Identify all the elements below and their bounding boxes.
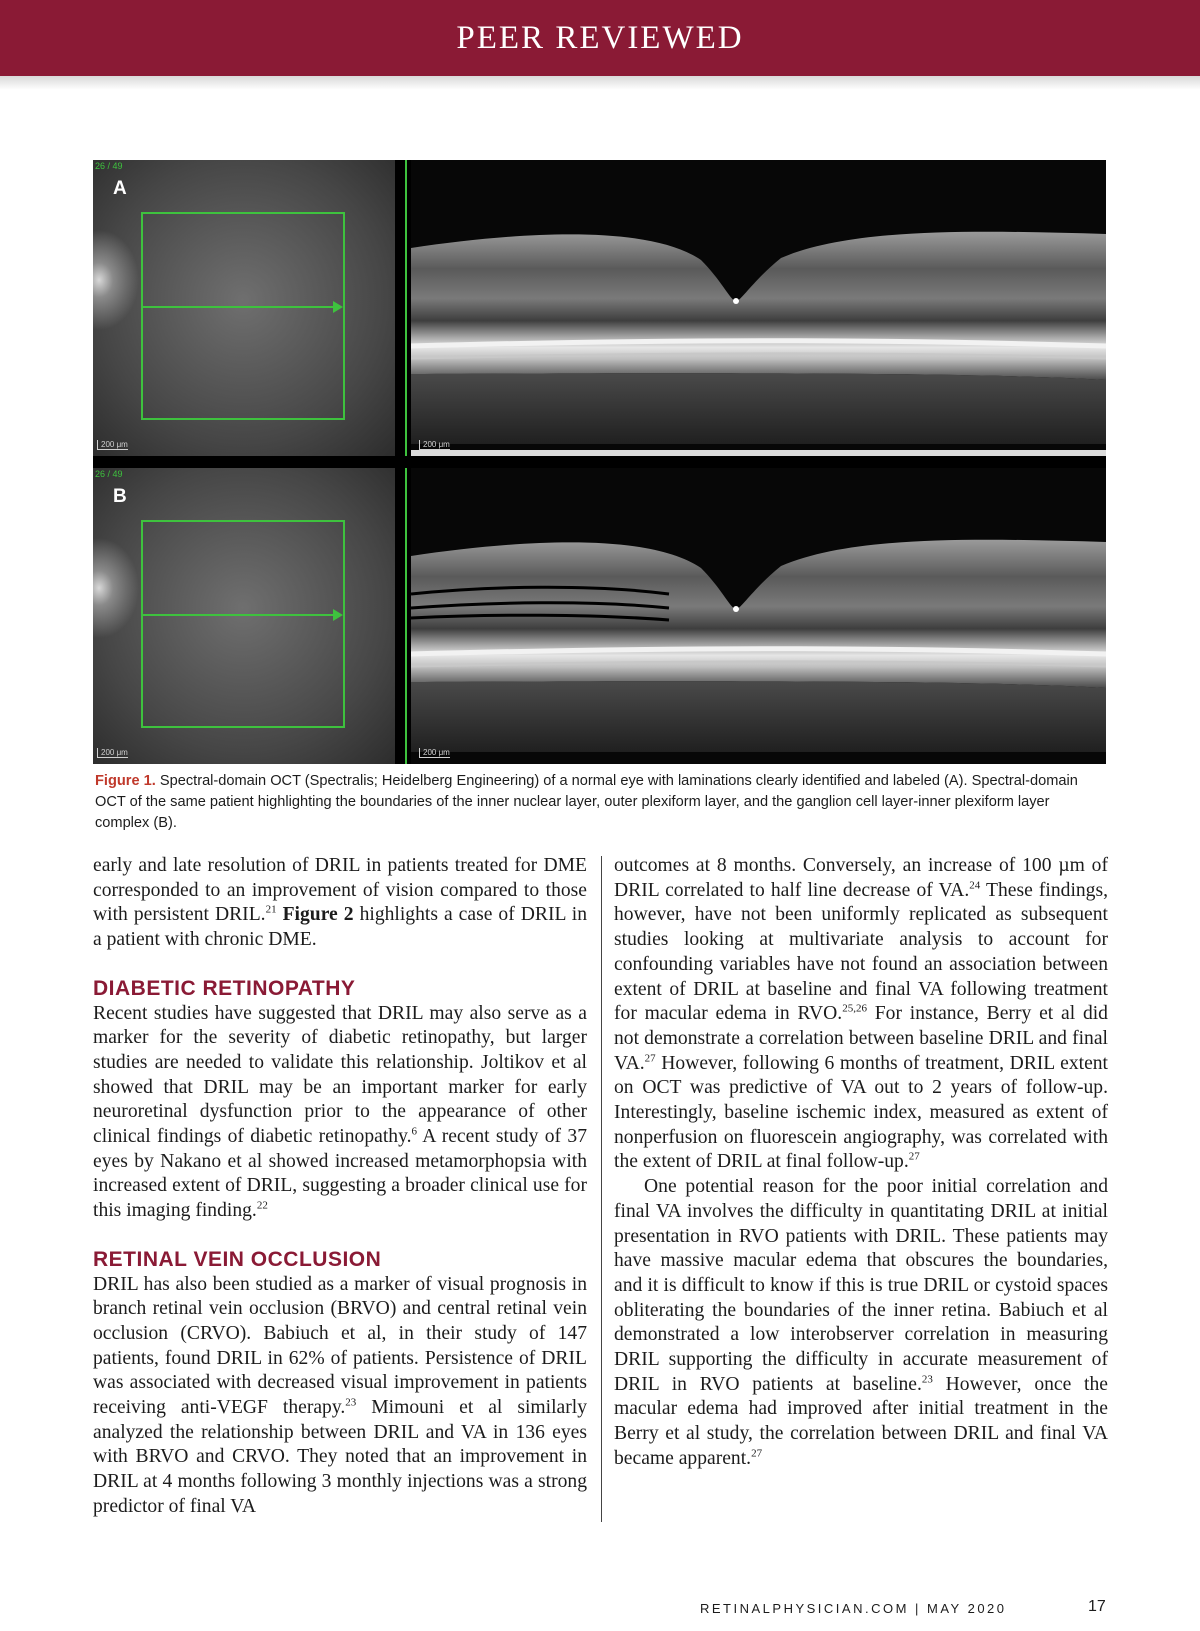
citation: 25,26 xyxy=(842,1002,867,1015)
scan-direction-arrow-icon xyxy=(333,609,343,621)
text: DRIL has also been studied as a marker of visual prognosis in branch retinal vein occlusion (BRVO) and central retinal vein occlusion (CRVO). Babiuch et al, in their study of 147 patients, found DRIL in 62% of patients. Persistence of DRIL was associated with decreased visual improvement in patients receiving anti-VEGF therapy. xyxy=(93,1273,587,1419)
panel-label-b: B xyxy=(113,486,127,507)
text: A recent study of 37 eyes by Nakano et al showed increased metamorphopsia with increased extent of DRIL, suggesting a broader clinical use for this imaging finding. xyxy=(93,1126,587,1222)
fundus-scale-bar: 200 μm xyxy=(97,748,128,758)
text: Recent studies have suggested that DRIL may also serve as a marker for the severity of diabetic retinopathy, but larger studies are needed to validate this relationship. Joltikov et al showed that DRIL may be an important marker for early neuroretinal dysfunction prior to the appearance of other clinical findings of diabetic retinopathy. xyxy=(93,1002,587,1148)
citation: 21 xyxy=(265,903,277,916)
citation: 22 xyxy=(256,1199,268,1212)
paragraph xyxy=(93,854,587,953)
section-heading-diabetic-retinopathy: DIABETIC RETINOPATHY xyxy=(93,976,356,1000)
figure-caption-text: Spectral-domain OCT (Spectralis; Heidelberg Engineering) of a normal eye with laminations clearly identified and labeled (A). Spectral-domain OCT of the same patient highlighting the boundaries of the inner nuclear layer, outer plexiform layer, and the ganglion cell layer-inner plexiform layer complex (B). xyxy=(95,773,1078,831)
citation: 27 xyxy=(908,1150,920,1163)
oct-scan-b xyxy=(411,468,1106,764)
text: However, once the macular edema had improved after initial treatment in the Berry et al study, the correlation between DRIL and final VA became apparent. xyxy=(614,1373,1108,1469)
fundus-scale-bar: 200 μm xyxy=(97,440,128,450)
page-number: 17 xyxy=(1088,1598,1106,1615)
left-column xyxy=(93,854,587,1520)
citation: 23 xyxy=(921,1373,933,1386)
header-shadow xyxy=(0,76,1200,90)
figure-caption-label: Figure 1. xyxy=(95,773,156,789)
panel-label-a: A xyxy=(113,178,127,199)
scan-line xyxy=(141,614,337,616)
paragraph xyxy=(93,1273,587,1520)
fundus-image-b xyxy=(93,468,395,764)
paragraph xyxy=(614,854,1108,1175)
citation: 23 xyxy=(345,1396,357,1409)
figure-divider xyxy=(93,456,1106,468)
right-column xyxy=(614,854,1108,1472)
scan-direction-arrow-icon xyxy=(333,301,343,313)
oct-scan-a xyxy=(411,160,1106,456)
text: highlights a case of DRIL in a patient with chronic DME. xyxy=(93,904,587,951)
oct-scale-bar: 200 μm xyxy=(419,748,450,758)
figure-panel-b xyxy=(93,468,1106,764)
text: Mimouni et al similarly analyzed the relationship between DRIL and VA in 136 eyes with BRVO and CRVO. They noted that an improvement in DRIL at 4 months following 3 monthly injections was a strong predictor of final VA xyxy=(93,1397,587,1517)
text: One potential reason for the poor initial correlation and final VA involves the difficulty in quantitating DRIL at initial presentation in RVO patients with DRIL. These patients may have massive macular edema that obscures the boundaries, and it is difficult to know if this is true DRIL or cystoid spaces obliterating the boundaries of the inner retina. Babiuch et al demonstrated a low interobserver correlation in measuring DRIL supporting the difficulty in accurate measurement of DRIL in RVO patients at baseline. xyxy=(614,1176,1108,1395)
scan-counter: 26 / 49 xyxy=(95,161,123,171)
footer-site: RETINALPHYSICIAN.COM | MAY 2020 xyxy=(700,1601,1007,1616)
citation: 24 xyxy=(969,879,981,892)
oct-scale-bar: 200 μm xyxy=(419,440,450,450)
paragraph xyxy=(614,1175,1108,1471)
section-heading-retinal-vein-occlusion: RETINAL VEIN OCCLUSION xyxy=(93,1247,382,1271)
page-header-title: PEER REVIEWED xyxy=(456,20,744,56)
figure-reference: Figure 2 xyxy=(282,904,354,926)
scan-counter: 26 / 49 xyxy=(95,469,123,479)
text: early and late resolution of DRIL in patients treated for DME corresponded to an improvement of vision compared to those with persistent DRIL. xyxy=(93,855,587,926)
column-divider xyxy=(601,856,602,1522)
text: However, following 6 months of treatment, DRIL extent on OCT was predictive of VA out to 2 years of follow-up. Interestingly, baseline ischemic index, measured as extent of nonperfusion on fluorescein angiography, was correlated with the extent of DRIL at final follow-up. xyxy=(614,1052,1109,1173)
text: outcomes at 8 months. Conversely, an increase of 100 µm of DRIL correlated to half line decrease of VA. xyxy=(614,855,1108,901)
figure-caption xyxy=(95,771,1105,834)
figure-1 xyxy=(93,160,1106,764)
panel-separator xyxy=(405,468,407,764)
text: These findings, however, have not been uniformly replicated as subsequent studies looking at multivariate analysis to account for confounding variables have not found an association between extent of DRIL at baseline and final VA following treatment for macular edema in RVO. xyxy=(614,879,1109,1025)
paragraph xyxy=(93,1002,587,1224)
scan-area-frame xyxy=(141,520,345,728)
scan-area-frame xyxy=(141,212,345,420)
scan-line xyxy=(141,306,337,308)
figure-panel-a xyxy=(93,160,1106,456)
panel-separator xyxy=(405,160,407,456)
citation: 27 xyxy=(751,1447,763,1460)
fundus-image-a xyxy=(93,160,395,456)
citation: 27 xyxy=(644,1052,656,1065)
text: For instance, Berry et al did not demonstrate a correlation between baseline DRIL and final VA. xyxy=(614,1003,1108,1074)
citation: 6 xyxy=(411,1125,417,1138)
